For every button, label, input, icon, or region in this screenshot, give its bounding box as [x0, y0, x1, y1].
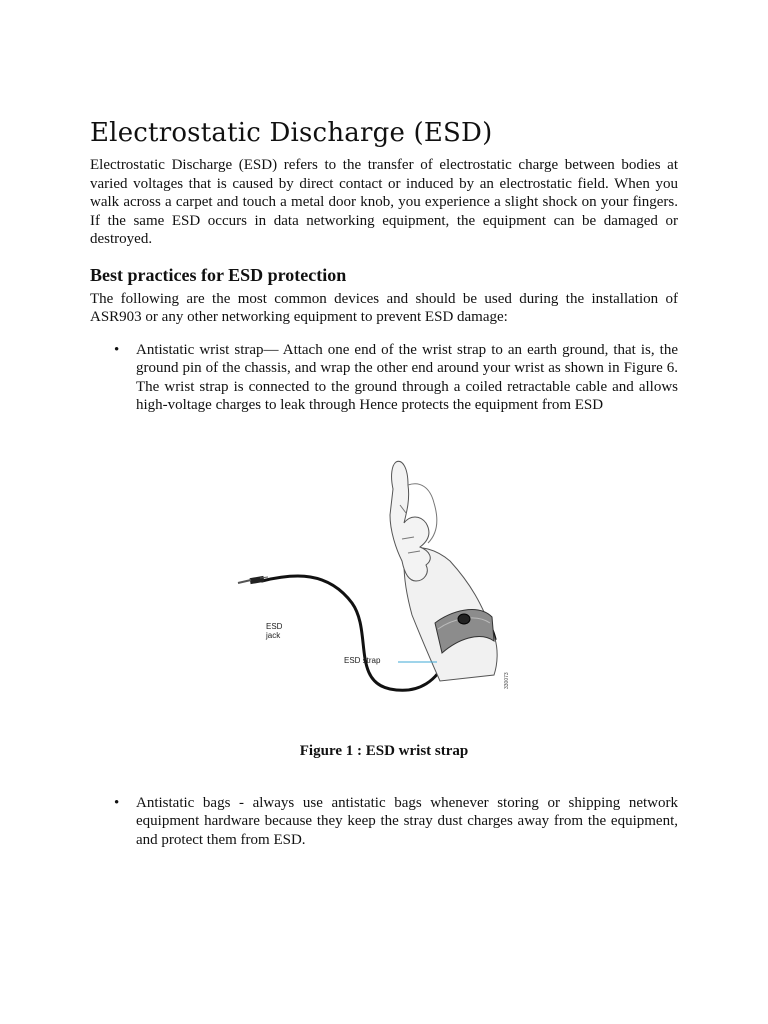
list-item: [90, 794, 678, 850]
figure-id: 330073: [504, 671, 510, 689]
figure-caption: Figure 1 : ESD wrist strap: [299, 742, 469, 759]
esd-jack-label-line1: ESD: [266, 621, 283, 631]
section-intro-paragraph: The following are the most common devices and should be used during the installation of ASR903 or any other networking equipment to prevent ESD damage:: [90, 290, 678, 325]
esd-jack-label: [266, 622, 282, 640]
esd-wrist-strap-figure: [90, 453, 678, 743]
bullet-marker: •: [114, 794, 120, 811]
page-title: Electrostatic Discharge (ESD): [90, 118, 493, 148]
document-page: [90, 118, 678, 849]
list-item: [90, 341, 678, 415]
wrist-strap-illustration: [90, 453, 678, 743]
esd-strap-label: ESD strap: [344, 655, 381, 665]
list-item-text: Antistatic bags - always use antistatic bags whenever storing or shipping network equipment hardware because they keep the stray dust charges away from the equipment, and protect them from ESD.: [136, 794, 678, 848]
bullet-list-1: [90, 341, 678, 415]
intro-paragraph: Electrostatic Discharge (ESD) refers to the transfer of electrostatic charge between bodies at varied voltages that is caused by direct contact or induced by an electrostatic field. When you walk across a carpet and touch a metal door knob, you experience a slight shock on your fingers. If the same ESD occurs in data networking equipment, the equipment can be damaged or destroyed.: [90, 157, 678, 247]
list-item-text: Antistatic wrist strap— Attach one end of the wrist strap to an earth ground, that is, the ground pin of the chassis, and wrap the other end around your wrist as shown in Figure 6. The wrist strap is connected to the ground through a coiled retractable cable and allows high-voltage charges to leak through Hence protects the equipment from ESD: [136, 341, 678, 413]
bullet-marker: •: [114, 341, 120, 358]
section-heading: Best practices for ESD protection: [90, 264, 347, 285]
esd-jack-label-line2: jack: [266, 630, 281, 640]
bullet-list-2: [90, 794, 678, 850]
